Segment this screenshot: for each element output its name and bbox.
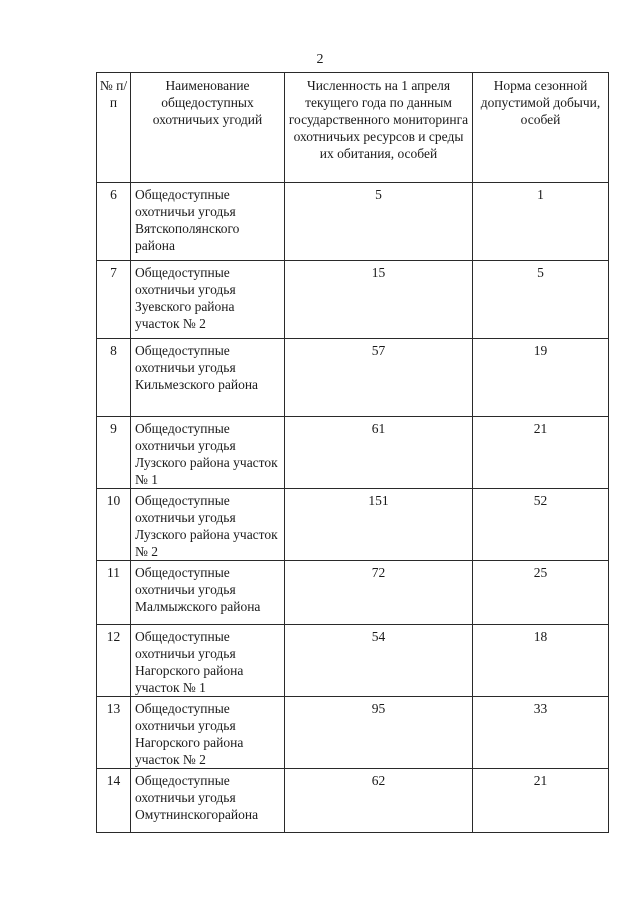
header-count: Численность на 1 апреля текущего года по данным государственного мониторинга охотничьих ресурсов и среды их обитания, особей: [285, 73, 473, 183]
row-count: 54: [285, 625, 473, 697]
row-name: Общедоступные охотничьи угодья Лузского района участок № 2: [131, 489, 285, 561]
row-num: 10: [97, 489, 131, 561]
row-name: Общедоступные охотничьи угодья Кильмезского района: [131, 339, 285, 417]
page-number: 2: [316, 52, 324, 67]
table-row: [97, 769, 609, 833]
row-count: 95: [285, 697, 473, 769]
row-name: Общедоступные охотничьи угодья Нагорского района участок № 1: [131, 625, 285, 697]
row-norm: 19: [473, 339, 609, 417]
table-row: [97, 697, 609, 769]
table-row: [97, 183, 609, 261]
row-num: 11: [97, 561, 131, 625]
row-norm: 52: [473, 489, 609, 561]
header-num: № п/п: [97, 73, 131, 183]
row-count: 61: [285, 417, 473, 489]
row-count: 57: [285, 339, 473, 417]
row-norm: 18: [473, 625, 609, 697]
row-count: 5: [285, 183, 473, 261]
row-num: 7: [97, 261, 131, 339]
row-num: 12: [97, 625, 131, 697]
table-row: [97, 261, 609, 339]
table-row: [97, 339, 609, 417]
row-num: 8: [97, 339, 131, 417]
header-norm: Норма сезонной допустимой добычи, особей: [473, 73, 609, 183]
header-name: Наименование общедоступных охотничьих угодий: [131, 73, 285, 183]
row-norm: 5: [473, 261, 609, 339]
row-norm: 21: [473, 769, 609, 833]
row-count: 72: [285, 561, 473, 625]
row-count: 15: [285, 261, 473, 339]
row-name: Общедоступные охотничьи угодья Лузского района участок № 1: [131, 417, 285, 489]
row-name: Общедоступные охотничьи угодья Вятскополянского района: [131, 183, 285, 261]
hunting-grounds-table: [96, 72, 609, 833]
row-name: Общедоступные охотничьи угодья Малмыжского района: [131, 561, 285, 625]
row-name: Общедоступные охотничьи угодья Омутнинскогорайона: [131, 769, 285, 833]
table-row: [97, 417, 609, 489]
row-name: Общедоступные охотничьи угодья Зуевского района участок № 2: [131, 261, 285, 339]
row-num: 14: [97, 769, 131, 833]
table-header-row: [97, 73, 609, 183]
row-num: 9: [97, 417, 131, 489]
row-count: 151: [285, 489, 473, 561]
row-norm: 25: [473, 561, 609, 625]
row-norm: 1: [473, 183, 609, 261]
table-row: [97, 489, 609, 561]
row-count: 62: [285, 769, 473, 833]
row-norm: 21: [473, 417, 609, 489]
row-norm: 33: [473, 697, 609, 769]
table-row: [97, 561, 609, 625]
row-name: Общедоступные охотничьи угодья Нагорского района участок № 2: [131, 697, 285, 769]
table-row: [97, 625, 609, 697]
row-num: 6: [97, 183, 131, 261]
row-num: 13: [97, 697, 131, 769]
